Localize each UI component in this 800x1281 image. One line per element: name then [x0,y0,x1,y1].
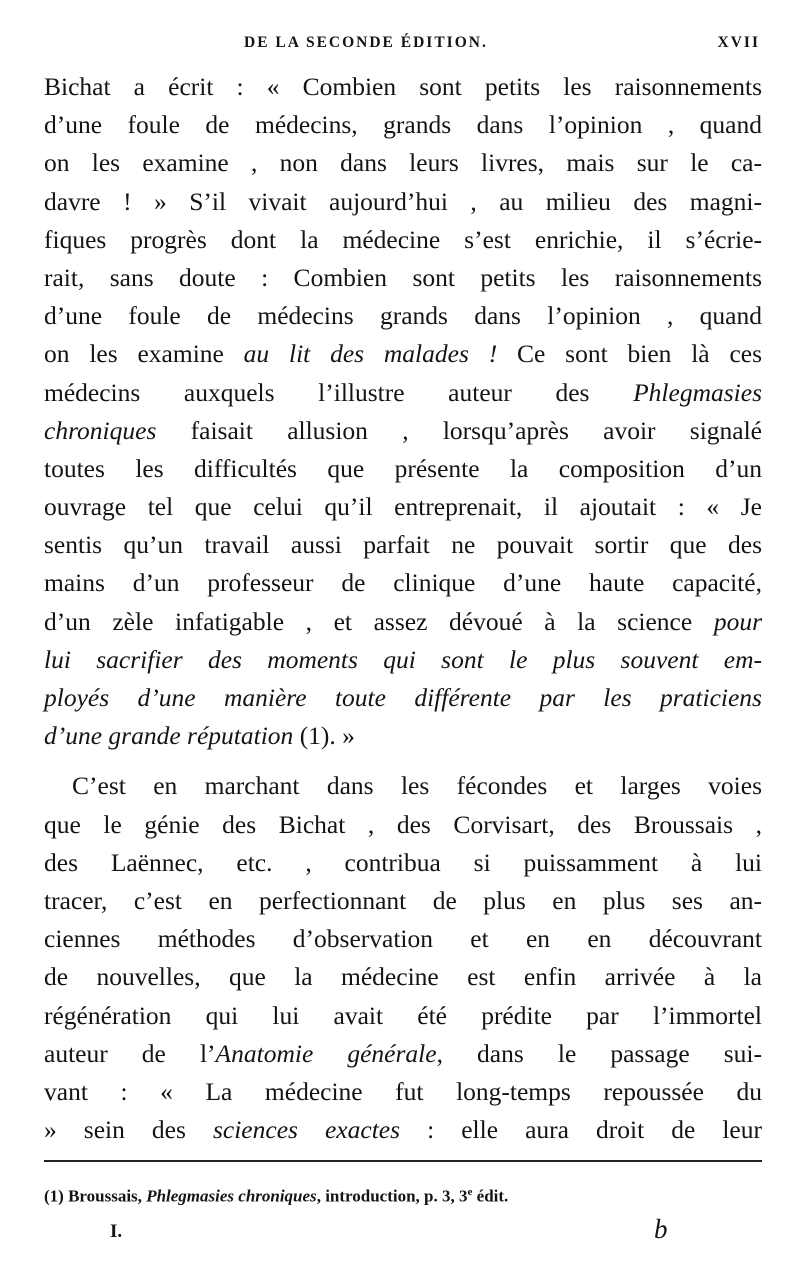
text-line: ouvrage tel que celui qu’il entreprenait, il ajoutait : « Je [44,492,762,522]
text-line: on les examine , non dans leurs livres, mais sur le ca- [44,148,762,178]
text-line: d’une foule de médecins grands dans l’opinion , quand [44,301,762,331]
footnote-superscript: e [467,1186,473,1198]
italic-phrase: d’une grande réputation [44,721,294,751]
footnote-rule [44,1160,762,1162]
text-line: on les examine au lit des malades ! Ce sont bien là ces [44,339,763,369]
footnote [44,1186,508,1207]
sheet-mark: b [654,1214,668,1244]
italic-phrase: Phlegmasies [633,377,762,407]
text-line: toutes les difficultés que présente la composition d’un [44,453,762,483]
italic-phrase: pour [713,606,762,636]
running-title: DE LA SECONDE ÉDITION. [244,34,488,51]
text-line: d’une grande réputation (1). » [44,721,355,751]
text-line: Bichat a écrit : « Combien sont petits les raisonnements [44,72,762,101]
page-number: XVII [717,34,760,51]
text-line: C’est en marchant dans les fécondes et larges voies [72,771,762,801]
footnote-edition: édit. [472,1186,509,1206]
italic-phrase: sciences exactes [212,1115,401,1145]
footnote-text: , introduction, p. 3, 3 [316,1186,468,1206]
text-line: ciennes méthodes d’observation et en en découvrant [44,924,762,954]
text-line: que le génie des Bichat , des Corvisart, des Broussais , [44,809,762,839]
italic-phrase: Anatomie générale [215,1038,437,1068]
italic-phrase: ployés d’une manière toute différente par les praticiens [44,683,762,712]
paragraph-2 [44,767,762,1149]
text-line: davre ! » S’il vivait aujourd’hui , au milieu des magni- [44,186,762,216]
text-line: tracer, c’est en perfectionnant de plus en plus ses an- [44,885,762,915]
body-text [44,68,762,1149]
text-line [44,679,762,717]
text-line: fiques progrès dont la médecine s’est enrichie, il s’écrie- [44,224,762,254]
italic-phrase: au lit des malades ! [243,339,498,369]
paragraph-1 [44,68,762,755]
text-line: rait, sans doute : Combien sont petits les raisonnements [44,262,762,292]
text-line: de nouvelles, que la médecine est enfin arrivée à la [44,962,762,992]
text-line: chroniques faisait allusion , lorsqu’après avoir signalé [44,415,762,445]
text-line: vant : « La médecine fut long-temps repoussée du [44,1076,762,1106]
page-header [44,34,760,58]
footnote-number: (1) Broussais, [44,1186,142,1206]
footnote-title: Phlegmasies chroniques [146,1186,317,1206]
italic-phrase: chroniques [44,415,157,445]
text-line: régénération qui lui avait été prédite par l’immortel [44,1000,762,1030]
text-line [44,641,762,679]
signature-mark: I. [110,1221,123,1242]
text-line: des Laënnec, etc. , contribua si puissamment à lui [44,847,762,877]
text-line: d’une foule de médecins, grands dans l’opinion , quand [44,110,762,140]
text-line: médecins auxquels l’illustre auteur des Phlegmasies [44,377,762,407]
text-line: auteur de l’Anatomie générale, dans le passage sui- [44,1038,762,1068]
text-line: mains d’un professeur de clinique d’une haute capacité, [44,568,762,598]
text-line: sentis qu’un travail aussi parfait ne pouvait sortir que des [44,530,762,560]
text-line: d’un zèle infatigable , et assez dévoué à la science pour [44,606,762,636]
text-line: » sein des sciences exactes : elle aura droit de leur [44,1115,762,1145]
italic-phrase: lui sacrifier des moments qui sont le plus souvent em- [44,644,762,674]
